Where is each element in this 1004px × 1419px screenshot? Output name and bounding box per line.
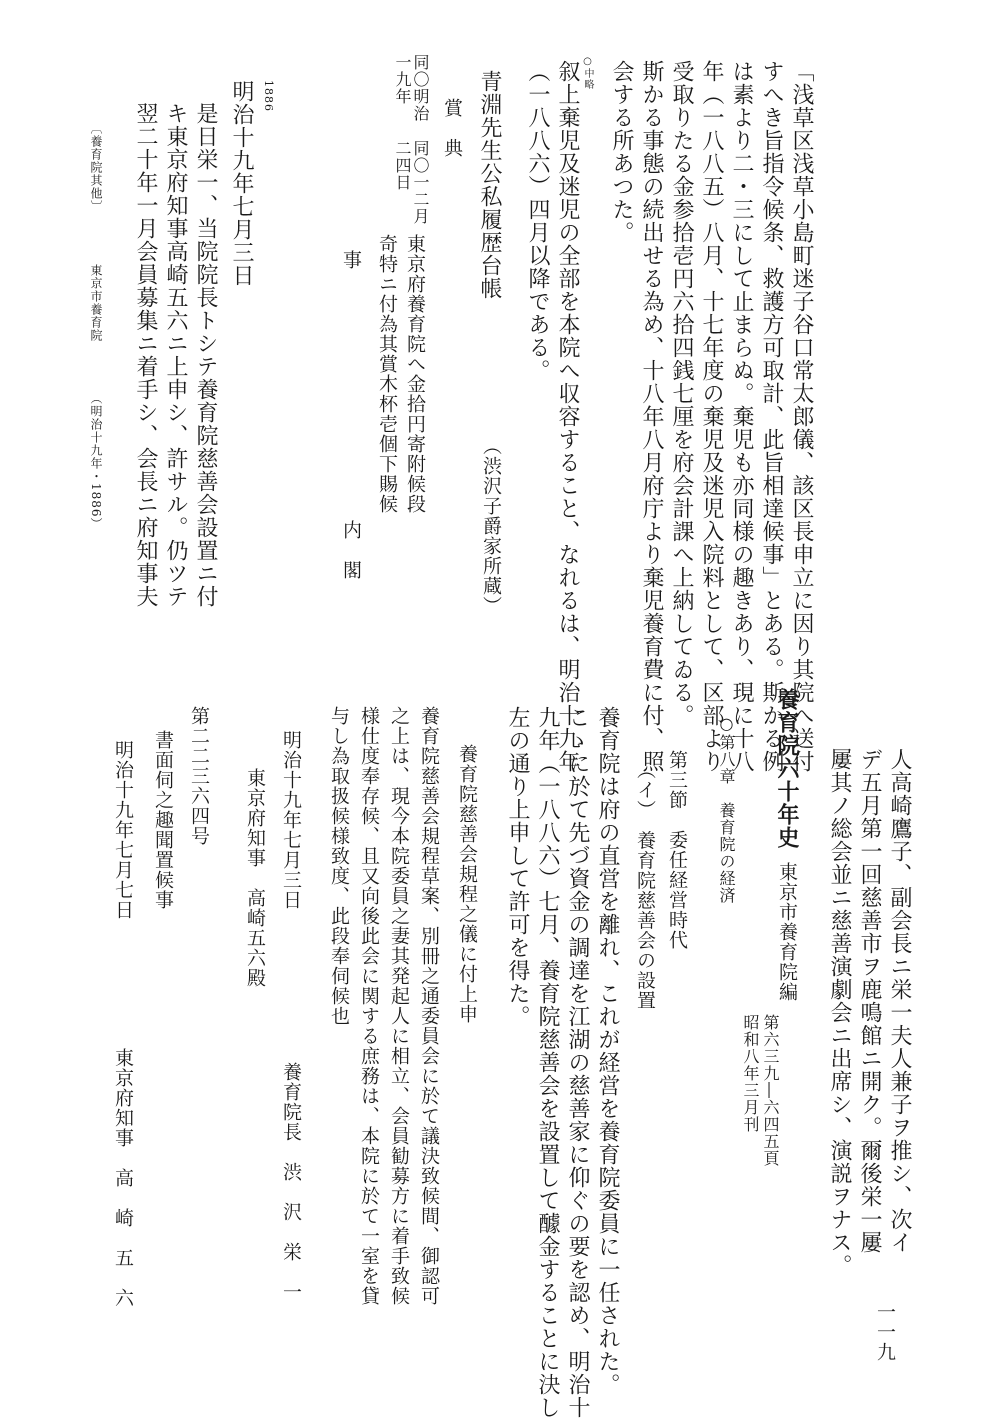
- shoten-heading: 賞 典: [441, 98, 463, 158]
- petition-recipient: 東京府知事 高崎五六殿: [244, 768, 266, 988]
- body-line-3: 翌二十年一月会員募集ニ着手シ、会長ニ府知事夫: [133, 102, 158, 608]
- top-text2-line-2: （一八八六）四月以降である。: [525, 60, 550, 382]
- intro-line-2: デ五月第一回慈善市ヲ鹿鳴館ニ開ク。爾後栄一屢: [857, 748, 882, 1254]
- petition-line-3: 様仕度奉存候、且又向後此会に関する庶務は、本院に於て一室を貸: [358, 706, 380, 1306]
- approval-date: 明治十九年七月七日: [112, 740, 134, 920]
- top-text-line-3: は素より二・三にして止まらぬ。棄児も亦同様の趣きあり、現に十八: [729, 60, 754, 773]
- intro-line-1: 人高崎鷹子、副会長ニ栄一夫人兼子ヲ推シ、次イ: [887, 748, 912, 1254]
- award-ji: 事: [340, 250, 362, 270]
- award-date-a: [394, 54, 428, 122]
- top-text-line-1: 「浅草区浅草小島町迷子谷口常太郎儀、該区長申立に因り其院へ送付: [789, 60, 814, 773]
- petition-date: 明治十九年七月三日: [280, 730, 302, 910]
- body-line-1: 是日栄一、当院院長トシテ養育院慈善会設置ニ付: [193, 102, 218, 608]
- subsection-heading: （イ） 養育院慈善会の設置: [634, 760, 656, 1011]
- top-text-line-2: すへき旨指令候条、救護方可取計、此旨相達候事」とある。斯かる例: [759, 60, 784, 773]
- section-heading: 第三節 委任経営時代: [666, 750, 688, 950]
- year-1886: 1886: [262, 80, 275, 112]
- petition-line-1: 養育院慈善会規程草案、別冊之通委員会に於て議決致候間、御認可: [418, 706, 440, 1306]
- petition-line-4: 与し為取扱候様致度、此段奉伺候也: [328, 706, 350, 1026]
- page-number: 一一九: [874, 1302, 896, 1362]
- award-naikaku: 内 閣: [340, 520, 362, 580]
- petition-title: 養育院慈善会規程之儀に付上申: [456, 744, 478, 1024]
- text-line-3: 九年（一八八六）七月、養育院慈善会を設置して醵金することに決し: [535, 706, 560, 1419]
- award-date-b-bottom: 二四日: [393, 140, 412, 191]
- aofuchi-title: 青淵先生公私履歴台帳: [477, 70, 502, 300]
- petition-line-2: 之上は、現今本院委員之妻其発起人に相立、会員勧募方に着手致候: [388, 706, 410, 1306]
- meiji-date-heading: 明治十九年七月三日: [229, 80, 254, 287]
- body-line-2: キ東京府知事高崎五六ニ上申シ、許サル。仍ツテ: [163, 102, 188, 608]
- book-title: 養育院六十年史: [774, 688, 800, 849]
- book-pages: 第六三九―六四五頁: [761, 1014, 780, 1167]
- award-date-b-top: 同〇一二月: [411, 140, 430, 225]
- book-editor: 東京市養育院編: [776, 862, 798, 1002]
- award-date-b: [394, 140, 428, 225]
- chapter-heading: ○第八章 養育院の経済: [717, 714, 736, 904]
- document-number: 第二二三六四号: [188, 706, 210, 846]
- top-text-line-6: 斯かる事態の続出せる為め、十八年八月府庁より棄児養育費に付、照: [639, 60, 664, 773]
- text-line-1: 養育院は府の直営を離れ、これが経営を養育院委員に一任された。: [595, 706, 620, 1396]
- award-date-a-bottom: 一九年: [393, 54, 412, 105]
- text-line-2: こゝに於て先づ資金の調達を江湖の慈善家に仰ぐの要を認め、明治十: [565, 706, 590, 1419]
- top-text-line-7: 会する所あつた。: [609, 60, 634, 244]
- text-line-4: 左の通り上申して許可を得た。: [505, 706, 530, 1028]
- book-date: 昭和八年三月刊: [741, 1014, 760, 1133]
- top-text-line-4: 年（一八八五）八月、十七年度の棄児及迷児入院料として、区部より: [699, 60, 724, 773]
- intro-line-3: 屢其ノ総会並ニ慈善演劇会ニ出席シ、演説ヲナス。: [827, 748, 852, 1277]
- award-date-a-top: 同〇明治: [411, 54, 430, 122]
- aofuchi-source: （渋沢子爵家所蔵）: [480, 436, 502, 616]
- petition-sender: 養育院長 渋 沢 栄 一: [280, 1062, 302, 1302]
- top-text-line-5: 受取りたる金参拾壱円六拾四銭七厘を府会計課へ上納してゐる。: [669, 60, 694, 727]
- source-citation: 〔養育院其他〕: [89, 122, 103, 213]
- award-line-1: 東京府養育院へ金拾円寄附候段: [404, 234, 426, 514]
- top-text2-line-1: 叙上棄児及迷児の全部を本院へ収容すること、なれるは、明治十九年: [555, 60, 580, 773]
- award-line-2: 奇特ニ付為其賞木杯壱個下賜候: [376, 234, 398, 514]
- chu-ryaku-note: ○中略: [582, 56, 593, 90]
- approval-text: 書面伺之趣聞置候事: [152, 730, 174, 910]
- approval-sender: 東京府知事 高 崎 五 六: [112, 1048, 134, 1308]
- source-year: （明治十九年・1886）: [89, 392, 103, 531]
- source-org: 東京市養育院: [89, 264, 103, 342]
